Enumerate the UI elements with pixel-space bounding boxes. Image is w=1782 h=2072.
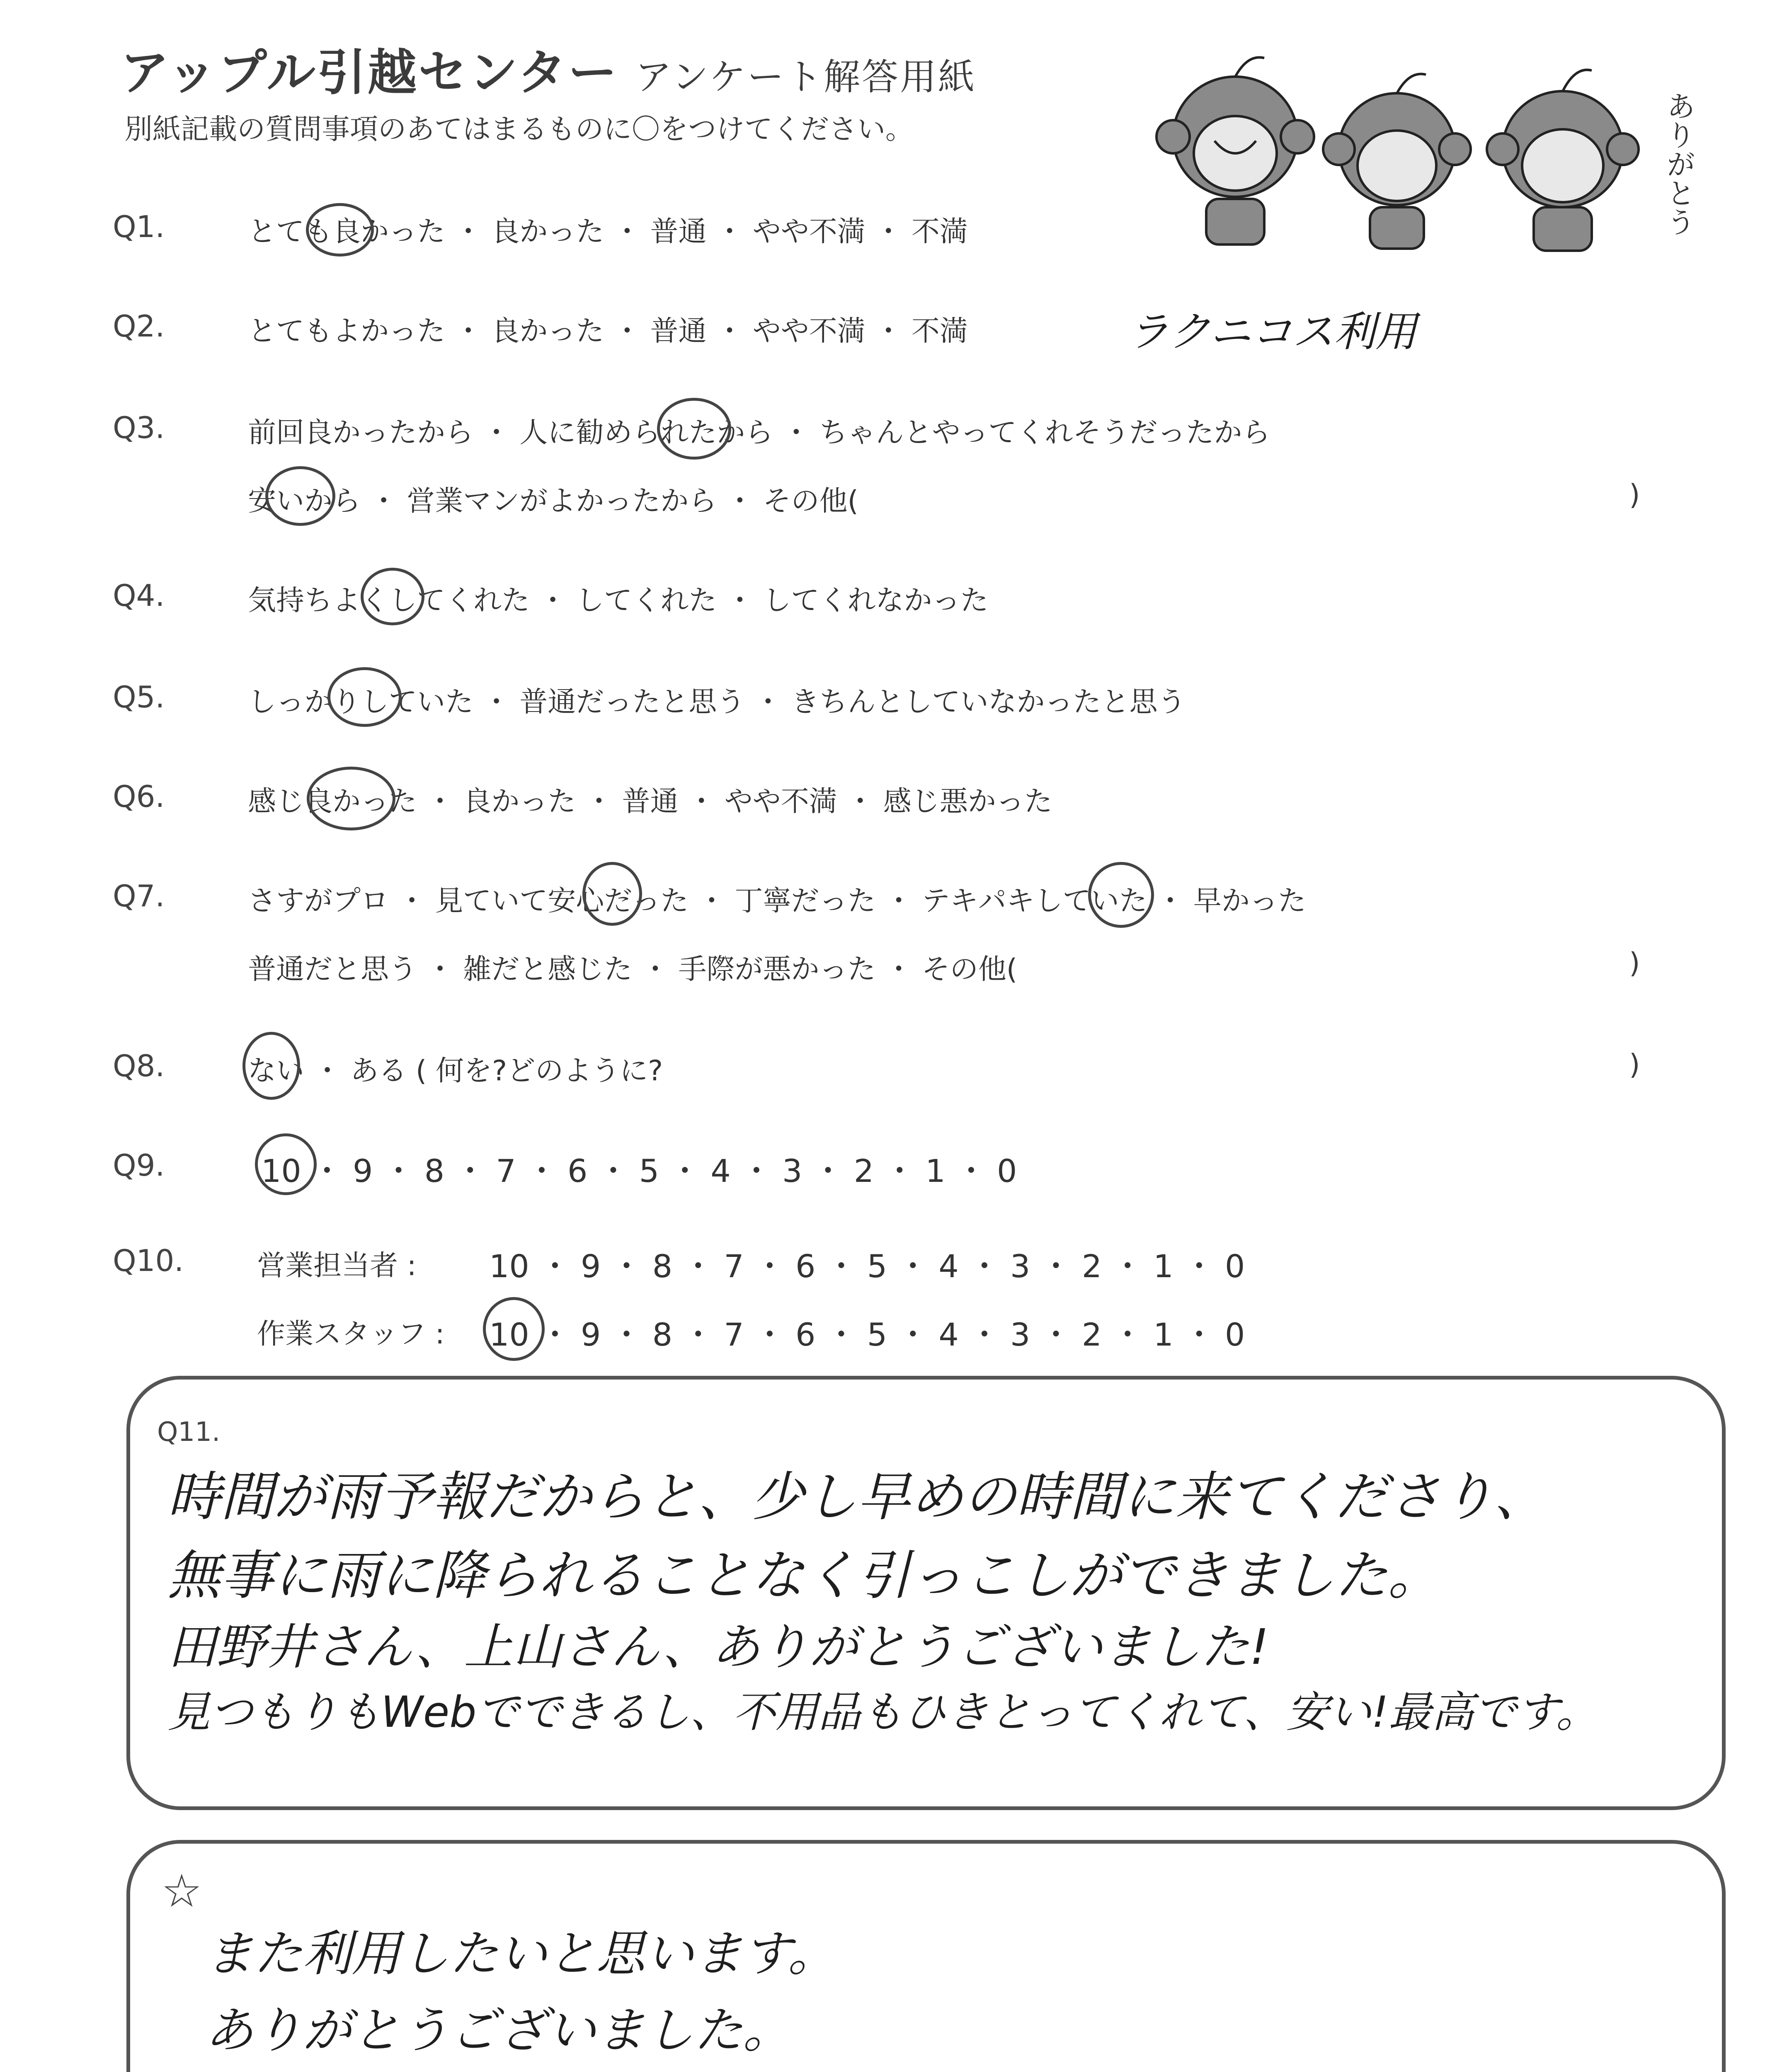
q3-options-line1: 前回良かったから ・ 人に勧められたから ・ ちゃんとやってくれそうだったから bbox=[248, 416, 1270, 449]
q6-options: 感じ良かった ・ 良かった ・ 普通 ・ やや不満 ・ 感じ悪かった bbox=[248, 785, 1052, 818]
star-line-3 bbox=[205, 2067, 935, 2072]
monkey-mascots-illustration bbox=[1152, 41, 1696, 257]
answer-circle bbox=[306, 203, 374, 257]
q7-options-line1: さすがプロ ・ 見ていて安心だった ・ 丁寧だった ・ テキパキしていた ・ 早かった bbox=[248, 885, 1306, 917]
q8-label: Q8. bbox=[113, 1048, 165, 1083]
answer-circle bbox=[1088, 862, 1154, 928]
q2-handwritten-note: ラクニコス利用 bbox=[1127, 307, 1417, 356]
q10-staff-label: 作業スタッフ : bbox=[257, 1318, 445, 1351]
star-line-1: また利用したいと思います。 bbox=[205, 1925, 837, 1982]
answer-circle bbox=[255, 1133, 317, 1195]
q7-label: Q7. bbox=[113, 879, 165, 913]
answer-circle bbox=[307, 767, 395, 830]
monkey-right-icon bbox=[1487, 70, 1639, 251]
q5-options: しっかりしていた ・ 普通だったと思う ・ きちんとしていなかったと思う bbox=[248, 686, 1186, 719]
q7-paren-close: ) bbox=[1629, 947, 1640, 980]
answer-circle bbox=[483, 1297, 545, 1361]
q4-options: 気持ちよくしてくれた ・ してくれた ・ してくれなかった bbox=[248, 584, 989, 617]
answer-circle bbox=[242, 1032, 300, 1100]
q6-label: Q6. bbox=[113, 779, 165, 814]
q4-label: Q4. bbox=[113, 578, 165, 613]
q10-staff-scale: 10 ・ 9 ・ 8 ・ 7 ・ 6 ・ 5 ・ 4 ・ 3 ・ 2 ・ 1 ・ 0 bbox=[489, 1316, 1245, 1353]
q3-paren-close: ) bbox=[1629, 479, 1640, 511]
monkey-middle-icon bbox=[1323, 74, 1471, 249]
answer-circle bbox=[582, 862, 642, 926]
star-icon: ☆ bbox=[161, 1864, 202, 1917]
q11-line-3: 田野井さん、上山さん、ありがとうございました! bbox=[167, 1618, 1269, 1675]
q8-options: ない ・ ある ( 何を?どのように? bbox=[248, 1055, 663, 1087]
answer-circle bbox=[361, 568, 424, 625]
answer-circle bbox=[265, 466, 335, 526]
thanks-text: ありがとう bbox=[1662, 91, 1696, 236]
star-line-2: ありがとうございました。 bbox=[205, 2002, 792, 2059]
form-subtitle: アンケート解答用紙 bbox=[635, 56, 977, 98]
q1-label: Q1. bbox=[113, 209, 165, 244]
q2-label: Q2. bbox=[113, 309, 165, 344]
q11-line-1: 時間が雨予報だからと、少し早めの時間に来てくださり、 bbox=[167, 1466, 1547, 1528]
q11-line-2: 無事に雨に降られることなく引っこしができました。 bbox=[167, 1545, 1441, 1607]
q11-line-4: 見つもりもWebでできるし、不用品もひきとってくれて、安い!最高です。 bbox=[167, 1687, 1599, 1737]
q8-paren-close: ) bbox=[1629, 1048, 1640, 1081]
q9-label: Q9. bbox=[113, 1148, 165, 1183]
q3-options-line2: 安いから ・ 営業マンがよかったから ・ その他( bbox=[248, 485, 858, 518]
answer-circle bbox=[657, 398, 731, 460]
q3-label: Q3. bbox=[113, 410, 165, 445]
q10-sales-label: 営業担当者 : bbox=[257, 1249, 417, 1282]
q5-label: Q5. bbox=[113, 680, 165, 714]
answer-circle bbox=[327, 667, 402, 727]
q7-options-line2: 普通だと思う ・ 雑だと感じた ・ 手際が悪かった ・ その他( bbox=[248, 953, 1018, 986]
additional-comment-box bbox=[126, 1840, 1726, 2072]
q11-comment-box bbox=[126, 1376, 1726, 1810]
q2-options: とてもよかった ・ 良かった ・ 普通 ・ やや不満 ・ 不満 bbox=[248, 315, 968, 348]
company-name: アップル引越センター bbox=[120, 44, 619, 101]
instruction-text: 別紙記載の質問事項のあてはまるものに〇をつけてください。 bbox=[124, 113, 914, 146]
monkey-left-icon bbox=[1156, 57, 1314, 244]
q11-label: Q11. bbox=[157, 1417, 221, 1447]
q10-label: Q10. bbox=[113, 1243, 184, 1278]
q10-sales-scale: 10 ・ 9 ・ 8 ・ 7 ・ 6 ・ 5 ・ 4 ・ 3 ・ 2 ・ 1 ・ 0 bbox=[489, 1248, 1245, 1285]
form-title bbox=[120, 33, 976, 104]
q1-options: とても良かった ・ 良かった ・ 普通 ・ やや不満 ・ 不満 bbox=[248, 215, 968, 248]
q9-scale: 10 ・ 9 ・ 8 ・ 7 ・ 6 ・ 5 ・ 4 ・ 3 ・ 2 ・ 1 ・ 0 bbox=[261, 1152, 1017, 1189]
